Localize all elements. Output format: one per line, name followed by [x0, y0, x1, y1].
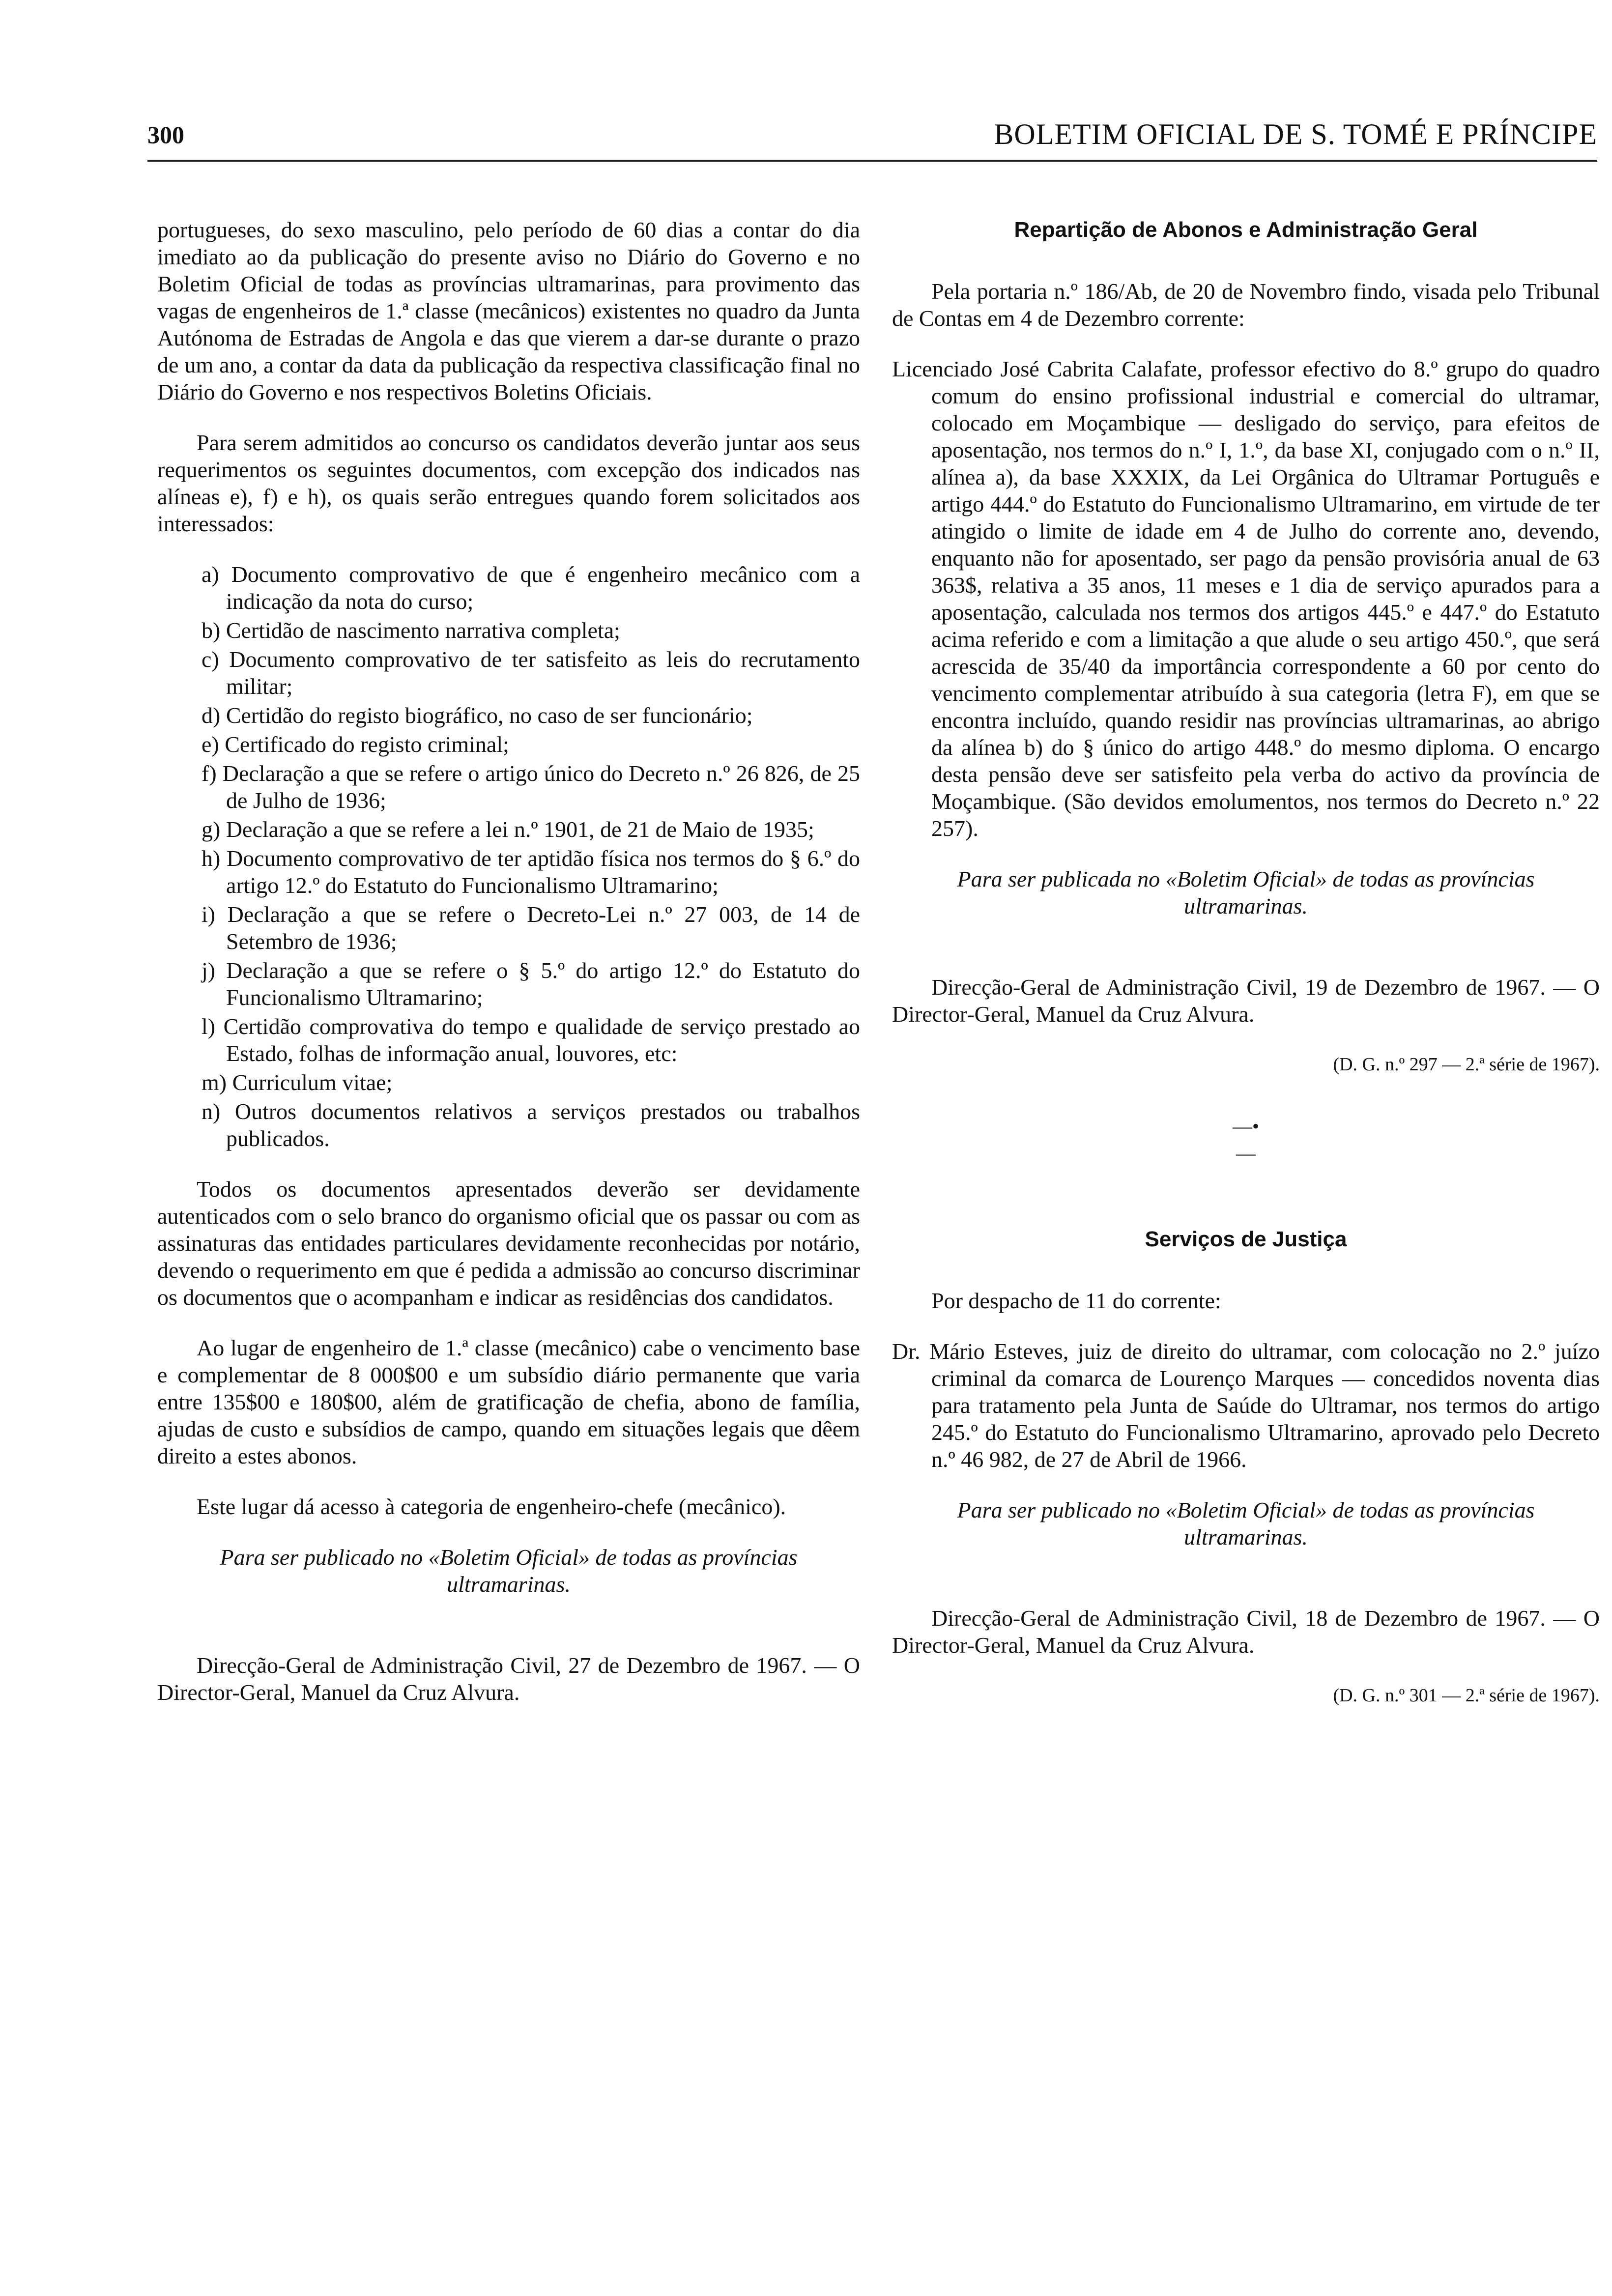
list-item: g) Declaração a que se refere a lei n.º 1901, de 21 de Maio de 1935; [202, 817, 814, 842]
publish-note: Para ser publicado no «Boletim Oficial» de todas as províncias ultramarinas. [957, 1497, 1535, 1550]
left-column [157, 216, 860, 1729]
list-item: i) Declaração a que se refere o Decreto-Lei n.º 27 003, de 14 de Setembro de 1936; [202, 902, 860, 954]
list-item: d) Certidão do registo biográfico, no caso de ser funcionário; [202, 703, 753, 728]
paragraph: Para serem admitidos ao concurso os candidatos deverão juntar aos seus requerimentos os seguintes documentos, com excepção dos indicados nas alíneas e), f) e h), os quais serão entregues quando forem solicitados aos interessados: [157, 430, 860, 536]
paragraph: Este lugar dá acesso à categoria de engenheiro-chefe (mecânico). [197, 1494, 786, 1519]
paragraph: Por despacho de 11 do corrente: [931, 1288, 1221, 1313]
running-title: BOLETIM OFICIAL DE S. TOMÉ E PRÍNCIPE [994, 118, 1597, 150]
right-column [892, 216, 1600, 1744]
list-item: n) Outros documentos relativos a serviços prestados ou trabalhos publicados. [202, 1099, 860, 1151]
section-heading: Repartição de Abonos e Administração Geral [1014, 218, 1478, 242]
publish-note: Para ser publicada no «Boletim Oficial» de todas as províncias ultramarinas. [957, 866, 1535, 918]
list-item: e) Certificado do registo criminal; [202, 732, 509, 757]
signature: Direcção-Geral de Administração Civil, 18 de Dezembro de 1967. — O Director-Geral, Manuel da Cruz Alvura. [892, 1606, 1600, 1658]
publish-note: Para ser publicado no «Boletim Oficial» de todas as províncias ultramarinas. [220, 1545, 798, 1597]
paragraph: Todos os documentos apresentados deverão ser devidamente autenticados com o selo branco do organismo oficial que os passar ou com as assinaturas das entidades particulares devidamente reconhecidas por notário, devendo o requerimento em que é pedida a admissão ao concurso discriminar os documentos que o acompanham e indicar as residências dos candidatos. [157, 1177, 860, 1310]
list-item: a) Documento comprovativo de que é engenheiro mecânico com a indicação da nota do curso; [202, 562, 860, 614]
section-heading: Serviços de Justiça [1145, 1227, 1347, 1251]
list-item: h) Documento comprovativo de ter aptidão física nos termos do § 6.º do artigo 12.º do Estatuto do Funcionalismo Ultramarino; [202, 846, 860, 898]
section-divider: —•— [1232, 1115, 1259, 1164]
page-number: 300 [147, 121, 184, 148]
paragraph: portugueses, do sexo masculino, pelo período de 60 dias a contar do dia imediato ao da publicação do presente aviso no Diário do Governo e no Boletim Oficial de todas as províncias ultramarinas, para provimento das vagas de engenheiros de 1.ª classe (mecânicos) existentes no quadro da Junta Autónoma de Estradas de Angola e das que vierem a dar-se durante o prazo de um ano, a contar da data da publicação da respectiva classificação final no Diário do Governo e nos respectivos Boletins Oficiais. [157, 217, 860, 404]
list-item: b) Certidão de nascimento narrativa completa; [202, 618, 620, 643]
paragraph: Dr. Mário Esteves, juiz de direito do ultramar, com colocação no 2.º juízo criminal da comarca de Lourenço Marques — concedidos noventa dias para tratamento pela Junta de Saúde do Ultramar, nos termos do artigo 245.º do Estatuto do Funcionalismo Ultramarino, aprovado pelo Decreto n.º 46 982, de 27 de Abril de 1966. [892, 1339, 1600, 1472]
page-header [147, 106, 1597, 162]
list-item: l) Certidão comprovativa do tempo e qualidade de serviço prestado ao Estado, folhas de informação anual, louvores, etc: [202, 1014, 860, 1066]
list-item: j) Declaração a que se refere o § 5.º do artigo 12.º do Estatuto do Funcionalismo Ultramarino; [202, 958, 860, 1010]
paragraph: Ao lugar de engenheiro de 1.ª classe (mecânico) cabe o vencimento base e complementar de 8 000$00 e um subsídio diário permanente que varia entre 135$00 e 180$00, além de gratificação de chefia, abono de família, ajudas de custo e subsídios de campo, quando em situações legais que dêem direito a estes abonos. [157, 1335, 860, 1468]
signature: Direcção-Geral de Administração Civil, 19 de Dezembro de 1967. — O Director-Geral, Manuel da Cruz Alvura. [892, 975, 1600, 1027]
paragraph: Pela portaria n.º 186/Ab, de 20 de Novembro findo, visada pelo Tribunal de Contas em 4 de Dezembro corrente: [892, 279, 1600, 331]
gazette-reference: (D. G. n.º 297 — 2.ª série de 1967). [1333, 1054, 1600, 1075]
paragraph: Licenciado José Cabrita Calafate, professor efectivo do 8.º grupo do quadro comum do ensino profissional industrial e comercial do ultramar, colocado em Moçambique — desligado do serviço, para efeitos de aposentação, nos termos do n.º I, 1.º, da base XI, conjugado com o n.º II, alínea a), da base XXXIX, da Lei Orgânica do Ultramar Português e artigo 444.º do Estatuto do Funcionalismo Ultramarino, em virtude de ter atingido o limite de idade em 4 de Julho do corrente ano, devendo, enquanto não for aposentado, ser pago da pensão provisória anual de 63 363$, relativa a 35 anos, 11 meses e 1 dia de serviço apurados para a aposentação, calculada nos termos dos artigos 445.º e 447.º do Estatuto acima referido e com a limitação a que alude o seu artigo 450.º, que será acrescida de 35/40 da importância correspondente a 60 por cento do vencimento complementar atribuído à sua categoria (letra F), em que se encontra incluído, quando residir nas províncias ultramarinas, ao abrigo da alínea b) do § único do artigo 448.º do mesmo diploma. O encargo desta pensão deve ser satisfeito pela verba do activo da província de Moçambique. (São devidos emolumentos, nos termos do Decreto n.º 22 257). [892, 356, 1600, 841]
gazette-reference: (D. G. n.º 301 — 2.ª série de 1967). [1333, 1685, 1600, 1706]
signature: Direcção-Geral de Administração Civil, 27 de Dezembro de 1967. — O Director-Geral, Manuel da Cruz Alvura. [157, 1653, 860, 1705]
list-item: m) Curriculum vitae; [202, 1070, 393, 1095]
list-item: f) Declaração a que se refere o artigo único do Decreto n.º 26 826, de 25 de Julho de 1936; [202, 761, 860, 813]
document-list [157, 561, 860, 1152]
list-item: c) Documento comprovativo de ter satisfeito as leis do recrutamento militar; [202, 647, 860, 699]
